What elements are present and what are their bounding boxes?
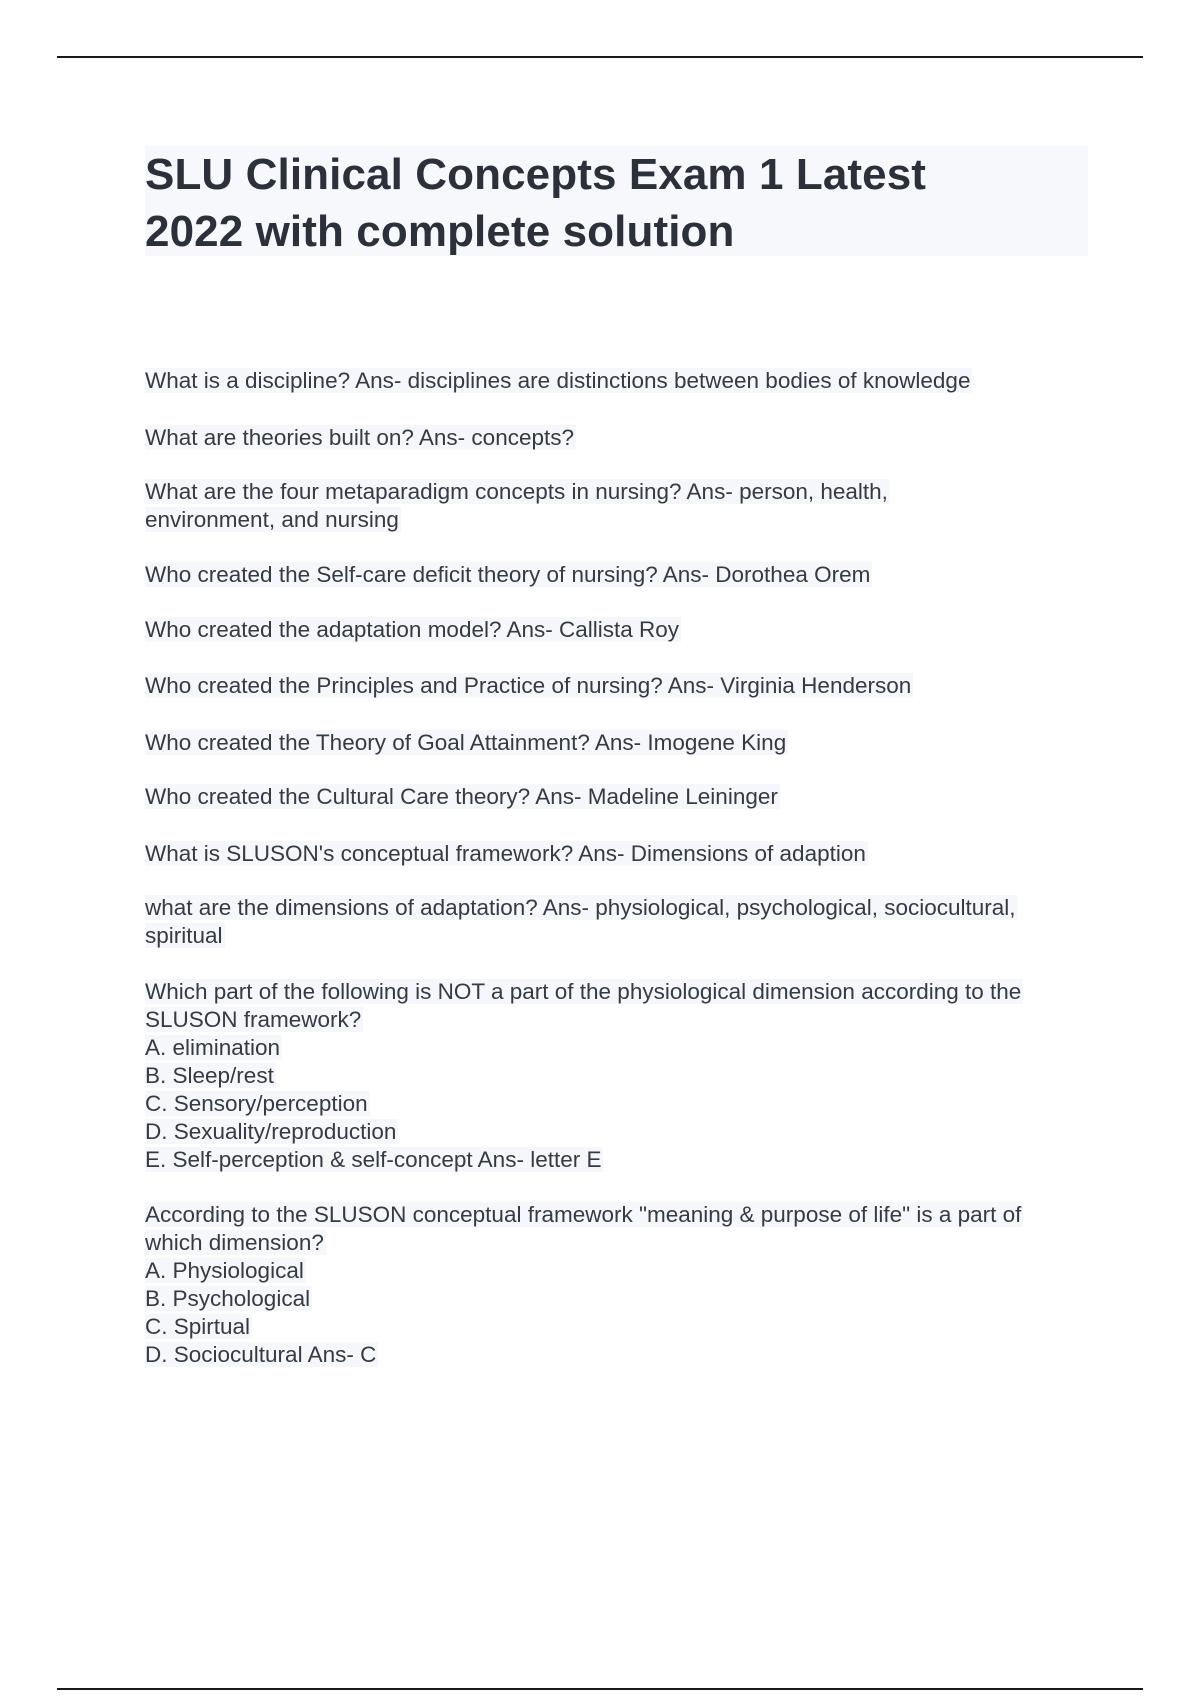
title-line: 2022 with complete solution <box>145 207 735 256</box>
qa-line: Who created the Principles and Practice of nursing? Ans- Virginia Henderson <box>145 673 912 698</box>
qa-line: What is a discipline? Ans- disciplines are distinctions between bodies of knowledge <box>145 368 971 393</box>
qa-option: E. Self-perception & self-concept Ans- letter E <box>145 1147 602 1172</box>
qa-item <box>145 783 780 811</box>
top-rule <box>57 56 1143 58</box>
qa-line: Which part of the following is NOT a part of the physiological dimension according to the <box>145 979 1022 1004</box>
qa-item <box>145 616 681 644</box>
qa-item <box>145 672 913 700</box>
qa-line: What are the four metaparadigm concepts in nursing? Ans- person, health, <box>145 479 888 504</box>
qa-line: According to the SLUSON conceptual framework "meaning & purpose of life" is a part of <box>145 1202 1022 1227</box>
qa-item <box>145 478 890 534</box>
qa-option: C. Sensory/perception <box>145 1091 368 1116</box>
qa-item <box>145 1201 1023 1369</box>
qa-option: C. Spirtual <box>145 1314 251 1339</box>
qa-item <box>145 367 972 395</box>
qa-option: D. Sociocultural Ans- C <box>145 1342 377 1367</box>
qa-option: B. Sleep/rest <box>145 1063 274 1088</box>
qa-line: environment, and nursing <box>145 507 399 532</box>
qa-line: SLUSON framework? <box>145 1007 362 1032</box>
qa-item <box>145 561 872 589</box>
qa-item <box>145 840 868 868</box>
qa-line: Who created the Theory of Goal Attainment? Ans- Imogene King <box>145 730 787 755</box>
qa-line: spiritual <box>145 923 223 948</box>
qa-line: which dimension? <box>145 1230 324 1255</box>
qa-line: Who created the Cultural Care theory? Ans- Madeline Leininger <box>145 784 778 809</box>
qa-item <box>145 729 788 757</box>
qa-line: Who created the adaptation model? Ans- Callista Roy <box>145 617 680 642</box>
qa-line: What are theories built on? Ans- concepts? <box>145 425 574 450</box>
qa-option: B. Psychological <box>145 1286 311 1311</box>
bottom-rule <box>57 1688 1143 1690</box>
qa-item <box>145 978 1023 1174</box>
qa-line: What is SLUSON's conceptual framework? Ans- Dimensions of adaption <box>145 841 866 866</box>
qa-option: A. Physiological <box>145 1258 304 1283</box>
qa-line: what are the dimensions of adaptation? Ans- physiological, psychological, sociocultural, <box>145 895 1016 920</box>
qa-option: A. elimination <box>145 1035 281 1060</box>
qa-item <box>145 424 576 452</box>
title-line: SLU Clinical Concepts Exam 1 Latest <box>145 150 927 199</box>
qa-option: D. Sexuality/reproduction <box>145 1119 397 1144</box>
qa-line: Who created the Self-care deficit theory of nursing? Ans- Dorothea Orem <box>145 562 871 587</box>
qa-item <box>145 894 1018 950</box>
title-block <box>145 146 1088 256</box>
document-title <box>145 146 1088 260</box>
